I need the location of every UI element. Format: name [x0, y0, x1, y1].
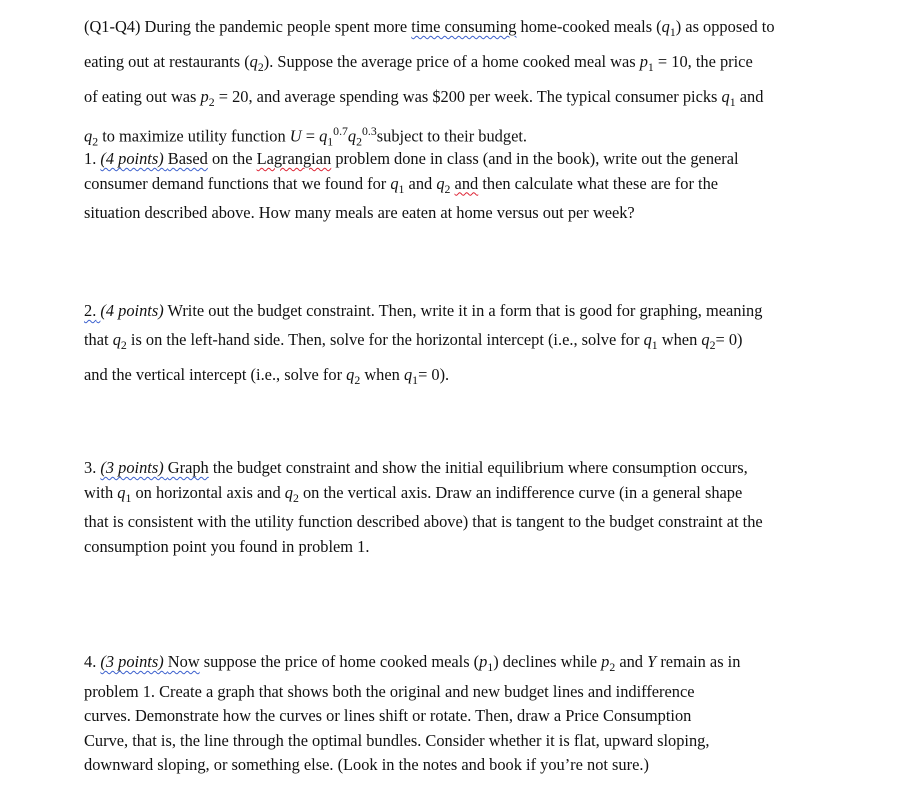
problem-2-line-3: and the vertical intercept (i.e., solve for $q_2$ when $q_1= 0$).: [84, 365, 450, 388]
problem-3: [84, 456, 763, 559]
problem-2-line-1: 2. (4 points) Write out the budget constraint. Then, write it in a form that is good for graphing, meaning: [84, 301, 763, 320]
problem-4-line-4: Curve, that is, the line through the optimal bundles. Consider whether it is flat, upward sloping,: [84, 730, 710, 750]
problem-4-line-1: 4. (3 points) Now suppose the price of home cooked meals $(p_1)$ declines while $p_2$ and Y remain as in: [84, 652, 741, 675]
problem-3-line-1: 3. (3 points) Graph the budget constraint and show the initial equilibrium where consumption occurs,: [84, 458, 748, 477]
problem-4-line-5: downward sloping, or something else. (Look in the notes and book if you’re not sure.): [84, 755, 649, 775]
problem-3-line-2: with $q_1$ on horizontal axis and $q_2$ on the vertical axis. Draw an indifference curve (in a general shape: [84, 482, 743, 505]
intro-line-4: $q_2$ to maximize utility function $U = q_1^{0.7}q_2^{0.3}subject$ to their budget.: [84, 124, 527, 149]
intro-paragraph: [84, 12, 775, 157]
problem-2-line-2: that $q_2$ is on the left-hand side. Then, solve for the horizontal intercept (i.e., solve for $q_1$ when $q_2= 0$): [84, 330, 743, 353]
intro-line-3: of eating out was $p_2 = 20$, and average spending was $200 per week. The typical consumer picks $q_1$ and: [84, 87, 764, 110]
problem-1-line-3: situation described above. How many meals are eaten at home versus out per week?: [84, 203, 635, 223]
problem-1-line-2: consumer demand functions that we found for $q_1$ and $q_2$ and then calculate what these are for the: [84, 173, 719, 196]
problem-4-line-3: curves. Demonstrate how the curves or lines shift or rotate. Then, draw a Price Consumption: [84, 706, 692, 726]
problem-2: [84, 296, 762, 395]
problem-3-line-3: that is consistent with the utility function described above) that is tangent to the budget constraint at the: [84, 512, 763, 532]
problem-3-line-4: consumption point you found in problem 1.: [84, 536, 370, 556]
problem-4: [84, 650, 740, 778]
intro-line-1: (Q1-Q4) During the pandemic people spent more time consuming home-cooked meals $(q_1)$ as opposed to: [84, 17, 775, 40]
intro-line-2: eating out at restaurants $(q_2)$. Suppose the average price of a home cooked meal was $p_1 = 10$, the price: [84, 52, 753, 75]
problem-1-line-1: 1. (4 points) Based on the Lagrangian problem done in class (and in the book), write out the general: [84, 149, 739, 168]
problem-1: [84, 147, 739, 226]
problem-4-line-2: problem 1. Create a graph that shows both the original and new budget lines and indifference: [84, 681, 695, 701]
